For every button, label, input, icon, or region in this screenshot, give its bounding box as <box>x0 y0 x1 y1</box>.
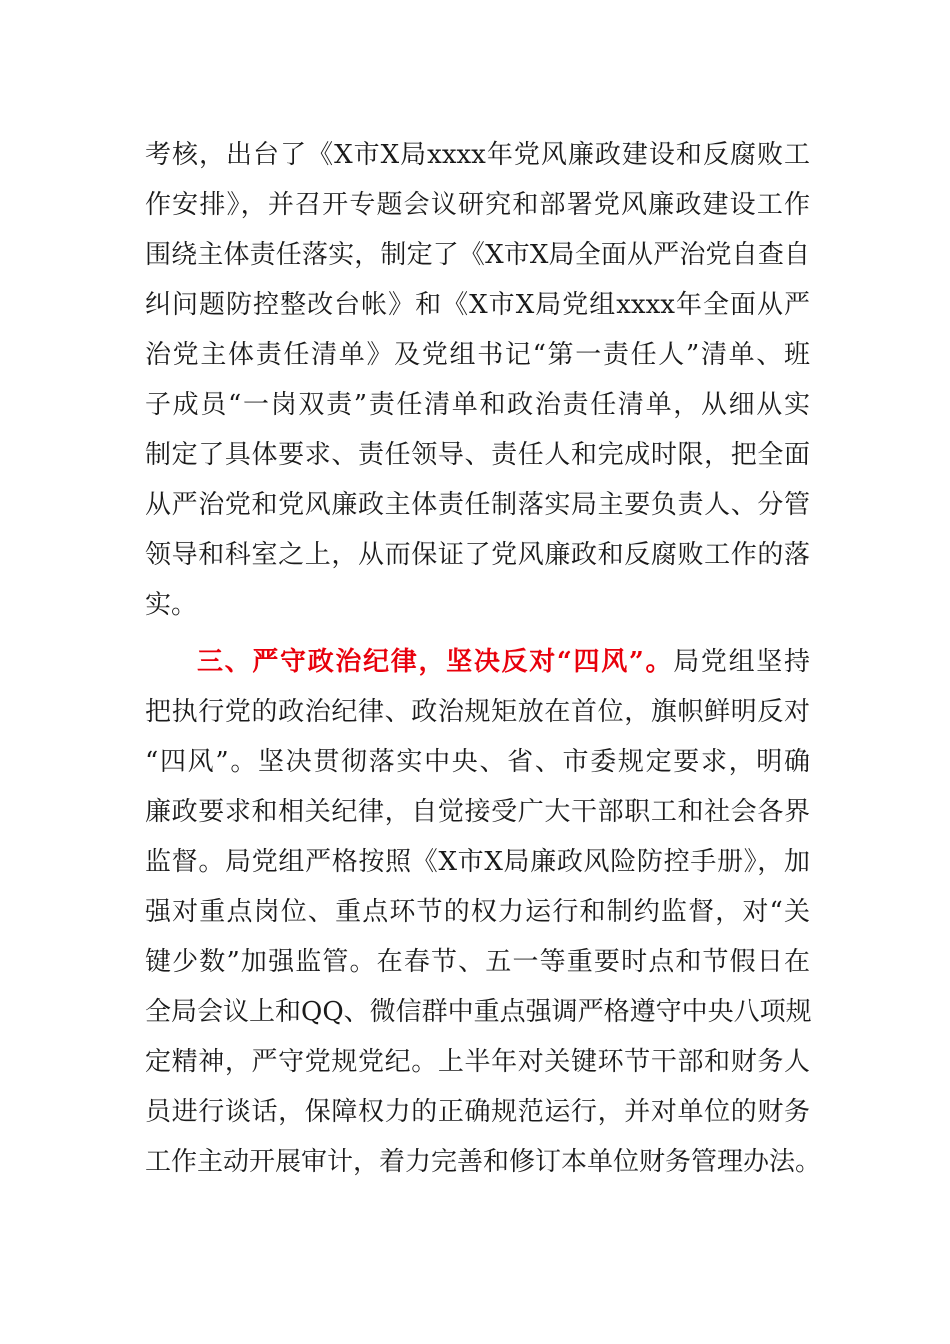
paragraph-1-line-10: 实。 <box>145 590 198 620</box>
paragraph-2-line-2: 把执行党的政治纪律、政治规矩放在首位，旗帜鲜明反对 <box>145 697 810 727</box>
paragraph-1-line-4: 纠问题防控整改台帐》和《X市X局党组xxxx年全面从严 <box>145 290 810 320</box>
paragraph-1-line-9: 领导和科室之上，从而保证了党风廉政和反腐败工作的落 <box>145 540 810 570</box>
paragraph-1-line-1: 考核，出台了《X市X局xxxx年党风廉政建设和反腐败工 <box>145 140 810 170</box>
section-heading: 三、严守政治纪律，坚决反对“四风”。 <box>197 647 674 677</box>
paragraph-2-line-9: 定精神，严守党规党纪。上半年对关键环节干部和财务人 <box>145 1047 810 1077</box>
paragraph-2-line-7: 键少数”加强监管。在春节、五一等重要时点和节假日在 <box>145 947 810 977</box>
paragraph-1-line-2: 作安排》，并召开专题会议研究和部署党风廉政建设工作 <box>145 190 810 220</box>
paragraph-2-line-4: 廉政要求和相关纪律，自觉接受广大干部职工和社会各界 <box>145 797 810 827</box>
paragraph-2-line-6: 强对重点岗位、重点环节的权力运行和制约监督，对“关 <box>145 897 810 927</box>
paragraph-2-line-3: “四风”。坚决贯彻落实中央、省、市委规定要求，明确 <box>145 747 810 777</box>
paragraph-2-first-line-rest: 局党组坚持 <box>673 647 810 677</box>
paragraph-2-line-5: 监督。局党组严格按照《X市X局廉政风险防控手册》，加 <box>145 847 810 877</box>
paragraph-2-line-10: 员进行谈话，保障权力的正确规范运行，并对单位的财务 <box>145 1097 810 1127</box>
paragraph-1-line-8: 从严治党和党风廉政主体责任制落实局主要负责人、分管 <box>145 490 810 520</box>
paragraph-2-line-11: 工作主动开展审计，着力完善和修订本单位财务管理办法。 <box>145 1147 822 1177</box>
paragraph-1-line-5: 治党主体责任清单》及党组书记“第一责任人”清单、班 <box>145 340 810 370</box>
paragraph-2-first-line <box>197 634 810 690</box>
paragraph-1-line-7: 制定了具体要求、责任领导、责任人和完成时限，把全面 <box>145 440 810 470</box>
paragraph-1-line-6: 子成员“一岗双责”责任清单和政治责任清单，从细从实 <box>145 390 810 420</box>
paragraph-1-line-3: 围绕主体责任落实，制定了《X市X局全面从严治党自查自 <box>145 240 810 270</box>
paragraph-2-line-8: 全局会议上和QQ、微信群中重点强调严格遵守中央八项规 <box>145 997 812 1027</box>
